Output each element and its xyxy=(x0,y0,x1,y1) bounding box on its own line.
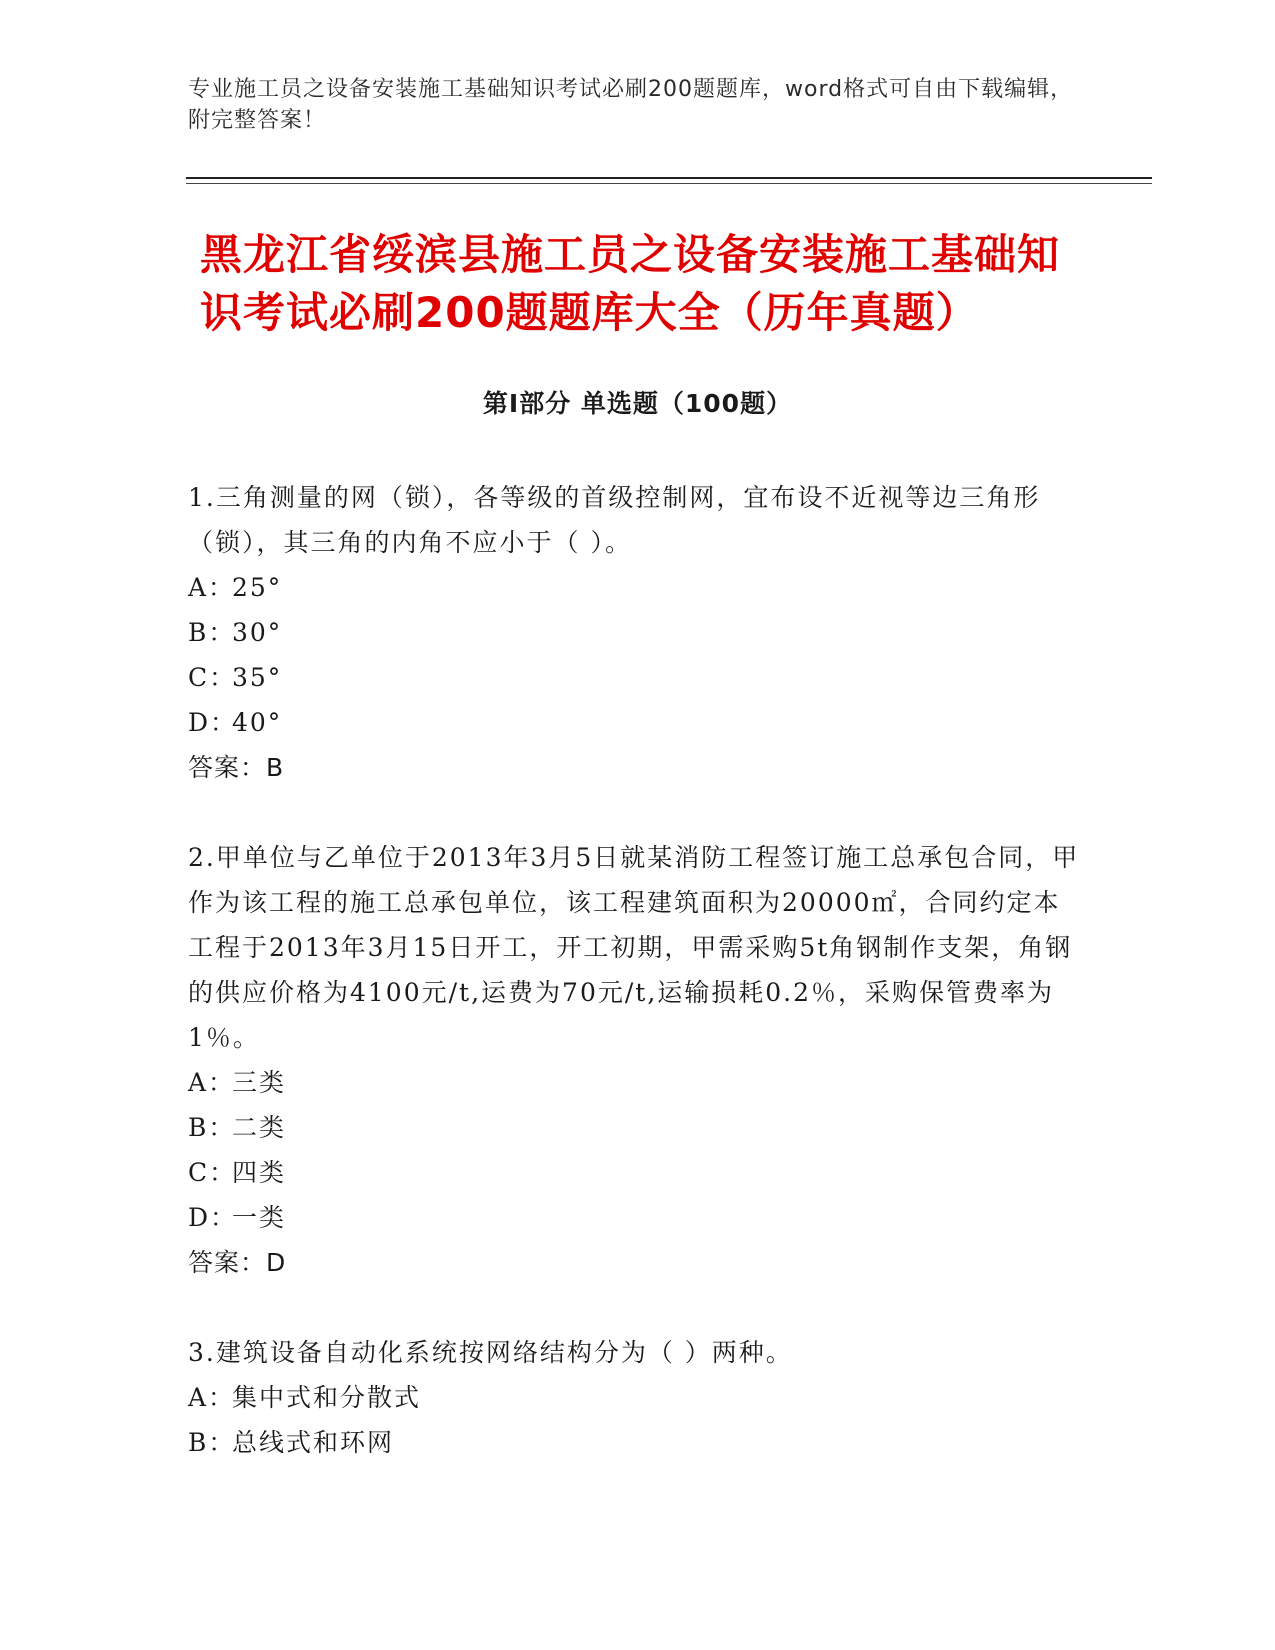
option-key: B： xyxy=(188,1428,236,1457)
section-heading: 第Ⅰ部分 单选题（100题） xyxy=(482,389,793,418)
option-c xyxy=(188,655,1083,700)
option-text: 总线式和环网 xyxy=(232,1428,395,1457)
question-spacer xyxy=(188,1285,1083,1330)
option-key: A： xyxy=(188,1068,236,1097)
answer-label: 答案：D xyxy=(188,1248,287,1277)
question-list xyxy=(188,475,1083,1465)
option-text: 30° xyxy=(232,618,283,647)
option-text: 25° xyxy=(232,573,283,602)
option-key: C： xyxy=(188,1158,237,1187)
option-a xyxy=(188,1375,1083,1420)
option-text: 一类 xyxy=(232,1203,287,1232)
option-text: 三类 xyxy=(232,1068,287,1097)
option-d xyxy=(188,1195,1083,1240)
question-stem: 2.甲单位与乙单位于2013年3月5日就某消防工程签订施工总承包合同，甲作为该工程的施工总承包单位，该工程建筑面积为20000㎡，合同约定本工程于2013年3月15日开工，开工初期，甲需采购5t角钢制作支架，角钢的供应价格为4100元/t,运费为70元/t,运输损耗0.2％，采购保管费率为1％。 xyxy=(188,843,1080,1052)
option-text: 四类 xyxy=(232,1158,287,1187)
option-key: A： xyxy=(188,573,236,602)
question-stem: 1.三角测量的网（锁），各等级的首级控制网，宜布设不近视等边三角形（锁），其三角的内角不应小于（ ）。 xyxy=(188,483,1041,557)
option-a xyxy=(188,565,1083,610)
document-title: 黑龙江省绥滨县施工员之设备安装施工基础知识考试必刷200题题库大全（历年真题） xyxy=(200,230,1061,337)
answer-label: 答案：B xyxy=(188,753,285,782)
question-2 xyxy=(188,835,1083,1285)
option-c xyxy=(188,1150,1083,1195)
option-b xyxy=(188,1105,1083,1150)
question-1 xyxy=(188,475,1083,790)
option-key: C： xyxy=(188,663,237,692)
option-text: 40° xyxy=(232,708,283,737)
option-key: D： xyxy=(188,708,238,737)
option-key: B： xyxy=(188,618,236,647)
option-a xyxy=(188,1060,1083,1105)
option-d xyxy=(188,700,1083,745)
option-text: 35° xyxy=(232,663,283,692)
option-b xyxy=(188,1420,1083,1465)
option-text: 二类 xyxy=(232,1113,287,1142)
option-key: A： xyxy=(188,1383,236,1412)
question-stem: 3.建筑设备自动化系统按网络结构分为（ ）两种。 xyxy=(188,1338,793,1367)
header-divider-thin xyxy=(186,183,1152,184)
question-spacer xyxy=(188,790,1083,835)
option-key: B： xyxy=(188,1113,236,1142)
header-note: 专业施工员之设备安装施工基础知识考试必刷200题题库，word格式可自由下载编辑，附完整答案！ xyxy=(188,77,1074,133)
question-3 xyxy=(188,1330,1083,1465)
option-text: 集中式和分散式 xyxy=(232,1383,422,1412)
option-b xyxy=(188,610,1083,655)
option-key: D： xyxy=(188,1203,238,1232)
header-divider-thick xyxy=(186,177,1152,179)
